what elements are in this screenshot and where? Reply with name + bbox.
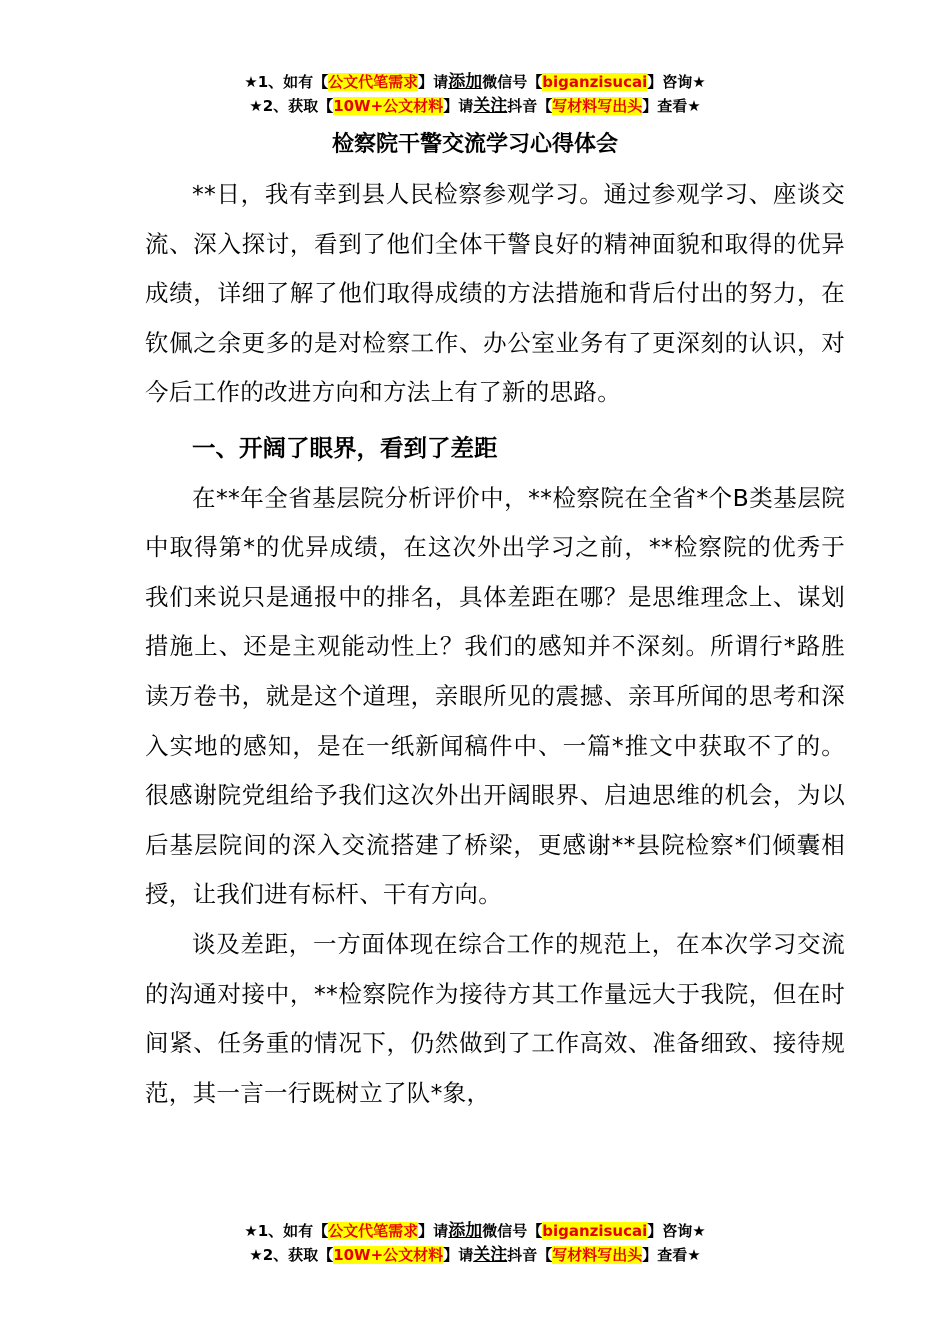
body-paragraph: 谈及差距，一方面体现在综合工作的规范上，在本次学习交流的沟通对接中，**检察院作为接待方其工作量远大于我院，但在时间紧、任务重的情况下，仍然做到了工作高效、准备细致、接待规范，其一言一行既树立了队*象， [145, 929, 845, 1107]
banner-douyin-id: 写材料写出头 [552, 97, 643, 115]
banner-wechat-id: biganzisucai [542, 1222, 648, 1240]
banner-text: 】查看★ [642, 1246, 701, 1264]
banner-text: 】咨询★ [647, 73, 706, 91]
banner-highlight: 10W+公文材料 [333, 1246, 444, 1264]
banner-douyin-id: 写材料写出头 [552, 1246, 643, 1264]
banner-text: 】咨询★ [647, 1222, 706, 1240]
banner-text: ★1、如有【 [244, 1222, 329, 1240]
banner-highlight: 公文代笔需求 [328, 73, 419, 91]
banner-line-1 [0, 1219, 950, 1243]
banner-text: 】请 [443, 97, 474, 115]
banner-emphasis: 关注 [473, 1245, 508, 1265]
banner-text: 抖音【 [507, 97, 553, 115]
footer-banner [0, 1219, 950, 1267]
banner-text: ★2、获取【 [249, 97, 334, 115]
banner-text: ★2、获取【 [249, 1246, 334, 1264]
banner-emphasis: 关注 [473, 96, 508, 116]
banner-line-1 [0, 70, 950, 94]
banner-line-2 [0, 94, 950, 118]
banner-line-2 [0, 1243, 950, 1267]
banner-text: 微信号【 [482, 1222, 543, 1240]
banner-highlight: 10W+公文材料 [333, 97, 444, 115]
document-body [145, 170, 845, 1118]
banner-wechat-id: biganzisucai [542, 73, 648, 91]
banner-emphasis: 添加 [448, 1221, 483, 1241]
banner-text: 】请 [418, 1222, 449, 1240]
section-heading: 一、开阔了眼界，看到了差距 [192, 433, 498, 462]
banner-text: 抖音【 [507, 1246, 553, 1264]
header-banner [0, 70, 950, 118]
banner-text: 】请 [418, 73, 449, 91]
document-title: 检察院干警交流学习心得体会 [331, 132, 618, 157]
banner-text: ★1、如有【 [244, 73, 329, 91]
banner-highlight: 公文代笔需求 [328, 1222, 419, 1240]
banner-text: 微信号【 [482, 73, 543, 91]
banner-emphasis: 添加 [448, 72, 483, 92]
intro-paragraph: **日，我有幸到县人民检察参观学习。通过参观学习、座谈交流、深入探讨，看到了他们全体干警良好的精神面貌和取得的优异成绩，详细了解了他们取得成绩的方法措施和背后付出的努力，在钦佩之余更多的是对检察工作、办公室业务有了更深刻的认识，对今后工作的改进方向和方法上有了新的思路。 [145, 180, 845, 407]
body-paragraph: 在**年全省基层院分析评价中，**检察院在全省*个B类基层院中取得第*的优异成绩，在这次外出学习之前，**检察院的优秀于我们来说只是通报中的排名，具体差距在哪？是思维理念上、谋划措施上、还是主观能动性上？我们的感知并不深刻。所谓行*路胜读万卷书，就是这个道理，亲眼所见的震撼、亲耳所闻的思考和深入实地的感知，是在一纸新闻稿件中、一篇*推文中获取不了的。很感谢院党组给予我们这次外出开阔眼界、启迪思维的机会，为以后基层院间的深入交流搭建了桥梁，更感谢**县院检察*们倾囊相授，让我们进有标杆、干有方向。 [145, 483, 845, 909]
banner-text: 】查看★ [642, 97, 701, 115]
banner-text: 】请 [443, 1246, 474, 1264]
